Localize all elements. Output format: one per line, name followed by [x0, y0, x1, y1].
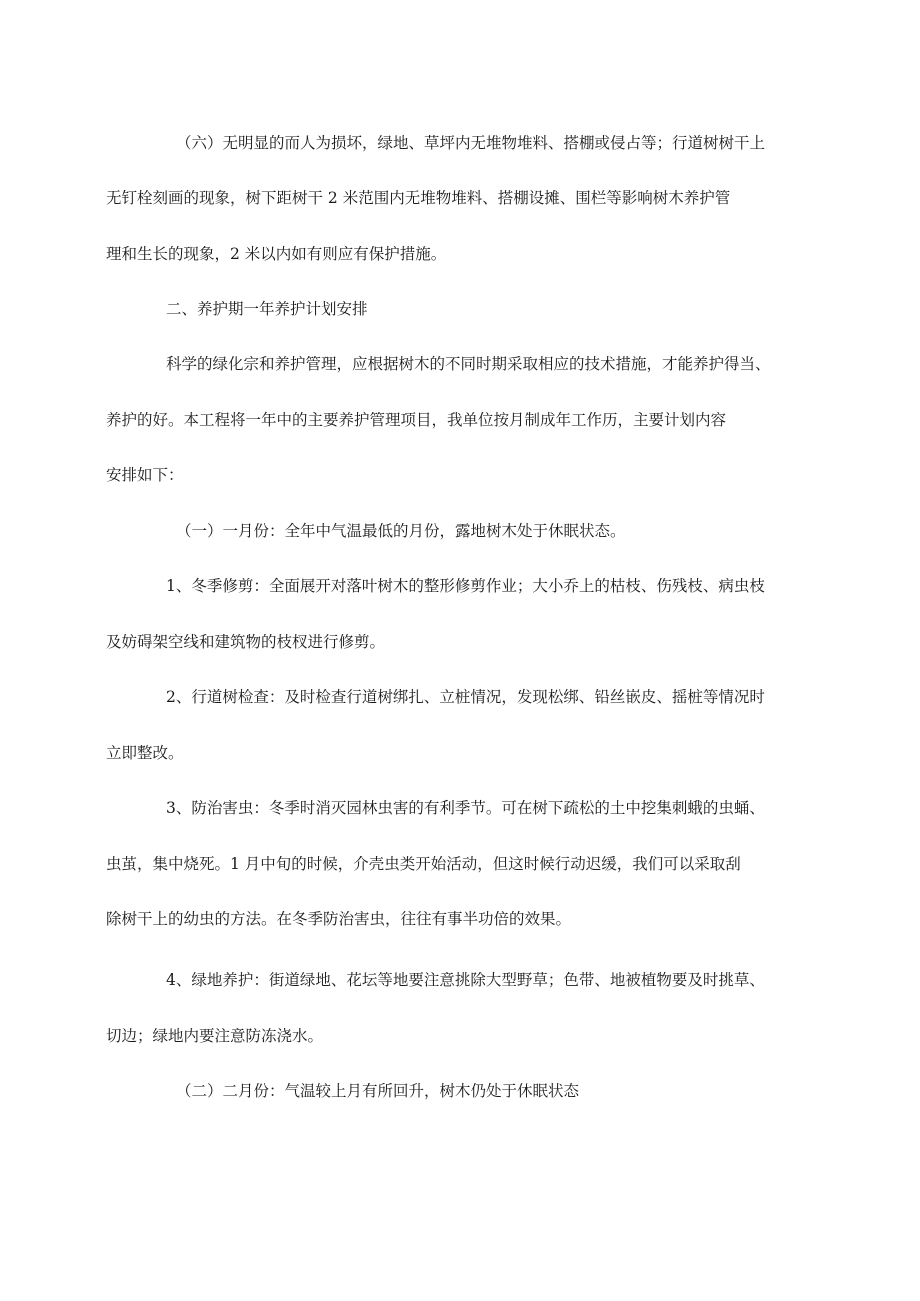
item-4-line-2: 切边；绿地内要注意防冻浇水。	[106, 1027, 324, 1045]
section-heading-2: 二、养护期一年养护计划安排	[166, 300, 368, 318]
paragraph-6-line-1: （六）无明显的而人为损坏，绿地、草坪内无堆物堆料、搭棚或侵占等；行道树树干上	[176, 134, 766, 152]
item-2-line-2: 立即整改。	[106, 744, 184, 762]
january-heading: （一）一月份：全年中气温最低的月份，露地树木处于休眠状态。	[176, 522, 626, 540]
intro-paragraph-line-1: 科学的绿化宗和养护管理，应根据树木的不同时期采取相应的技术措施，才能养护得当、	[166, 355, 771, 373]
item-1-line-2: 及妨碍架空线和建筑物的枝杈进行修剪。	[106, 633, 386, 651]
item-4-line-1: 4、绿地养护：街道绿地、花坛等地要注意挑除大型野草；色带、地被植物要及时挑草、	[166, 971, 765, 989]
intro-paragraph-line-3: 安排如下：	[106, 466, 184, 484]
item-1-line-1: 1、冬季修剪：全面展开对落叶树木的整形修剪作业；大小乔上的枯枝、伤残枝、病虫枝	[166, 577, 765, 595]
paragraph-6-line-3: 理和生长的现象，2 米以内如有则应有保护措施。	[106, 245, 447, 263]
intro-paragraph-line-2: 养护的好。本工程将一年中的主要养护管理项目，我单位按月制成年工作历，主要计划内容	[106, 411, 727, 429]
february-heading: （二）二月份：气温较上月有所回升，树木仍处于休眠状态	[176, 1082, 580, 1100]
paragraph-6-line-2: 无钉栓刻画的现象，树下距树干 2 米范围内无堆物堆料、搭棚设摊、围栏等影响树木养护管	[106, 189, 731, 207]
item-3-line-1: 3、防治害虫：冬季时消灭园林虫害的有利季节。可在树下疏松的土中挖集刺蛾的虫蛹、	[166, 799, 765, 817]
item-3-line-3: 除树干上的幼虫的方法。在冬季防治害虫，往往有事半功倍的效果。	[106, 910, 572, 928]
item-2-line-1: 2、行道树检查：及时检查行道树绑扎、立桩情况，发现松绑、铅丝嵌皮、摇桩等情况时	[166, 688, 765, 706]
item-3-line-2: 虫茧，集中烧死。1 月中旬的时候，介壳虫类开始活动，但这时候行动迟缓，我们可以采取刮	[106, 855, 741, 873]
